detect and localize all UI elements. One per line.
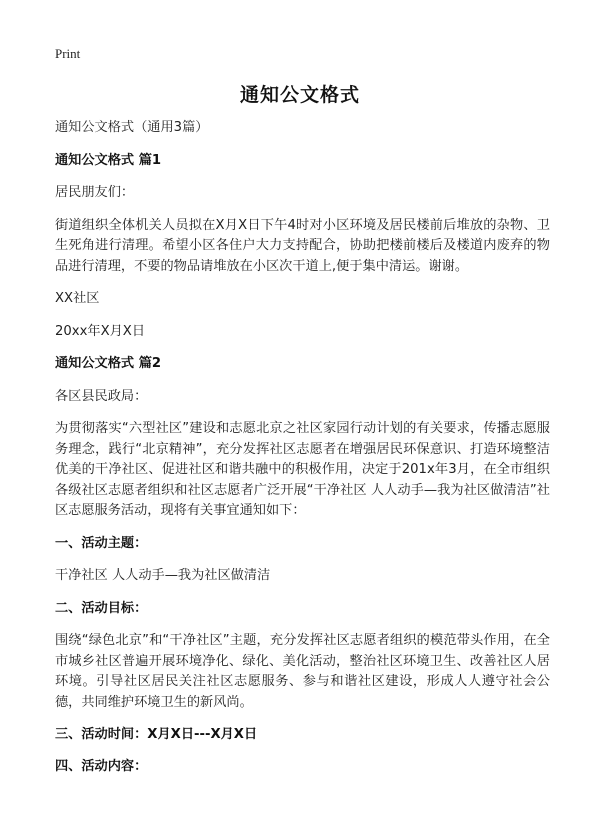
section1-text: 干净社区 人人动手—我为社区做清洁: [55, 568, 271, 583]
article1-heading: 通知公文格式 篇1: [55, 152, 162, 168]
article1-date: 20xx年X月X日: [55, 323, 146, 339]
section3-heading: 三、活动时间：X月X日---X月X日: [55, 727, 258, 742]
article1-salutation: 居民朋友们：: [55, 185, 135, 200]
article2-paragraph: 为贯彻落实“六型社区”建设和志愿北京之社区家园行动计划的有关要求，传播志愿服务理念，践行“北京精神”，充分发挥社区志愿者在增强居民环保意识、打造环境整洁优美的干净社区、促进社区和谐共融中的积极作用，决定于201x年3月，在全市组织各级社区志愿者组织和社区志愿者广泛开展“干净社区 人人动手—我为社区做清洁”社区志愿服务活动，现将有关事宜通知如下：: [55, 421, 550, 518]
article1-signature: XX社区: [55, 291, 100, 306]
page-title: 通知公文格式: [239, 84, 360, 106]
article2-salutation: 各区县民政局：: [55, 388, 148, 404]
document-subtitle: 通知公文格式（通用3篇）: [55, 120, 209, 135]
section4-heading: 四、活动内容：: [55, 758, 148, 774]
section1-heading: 一、活动主题：: [55, 535, 148, 551]
print-link[interactable]: Print: [55, 46, 81, 61]
article2-heading: 通知公文格式 篇2: [55, 356, 162, 371]
document-body: [55, 118, 550, 788]
section2-heading: 二、活动目标：: [55, 600, 148, 616]
article1-paragraph: 街道组织全体机关人员拟在X月X日下午4时对小区环境及居民楼前后堆放的杂物、卫生死角进行清理。希望小区各住户大力支持配合，协助把楼前楼后及楼道内废弃的物品进行清理，不要的物品请堆放在小区次干道上,便于集中清运。谢谢。: [55, 217, 550, 274]
section2-text: 围绕“绿色北京”和“干净社区”主题，充分发挥社区志愿者组织的模范带头作用，在全市城乡社区普遍开展环境净化、绿化、美化活动，整治社区环境卫生、改善社区人居环境。引导社区居民关注社区志愿服务、参与和谐社区建设，形成人人遵守社会公德，共同维护环境卫生的新风尚。: [55, 633, 550, 710]
